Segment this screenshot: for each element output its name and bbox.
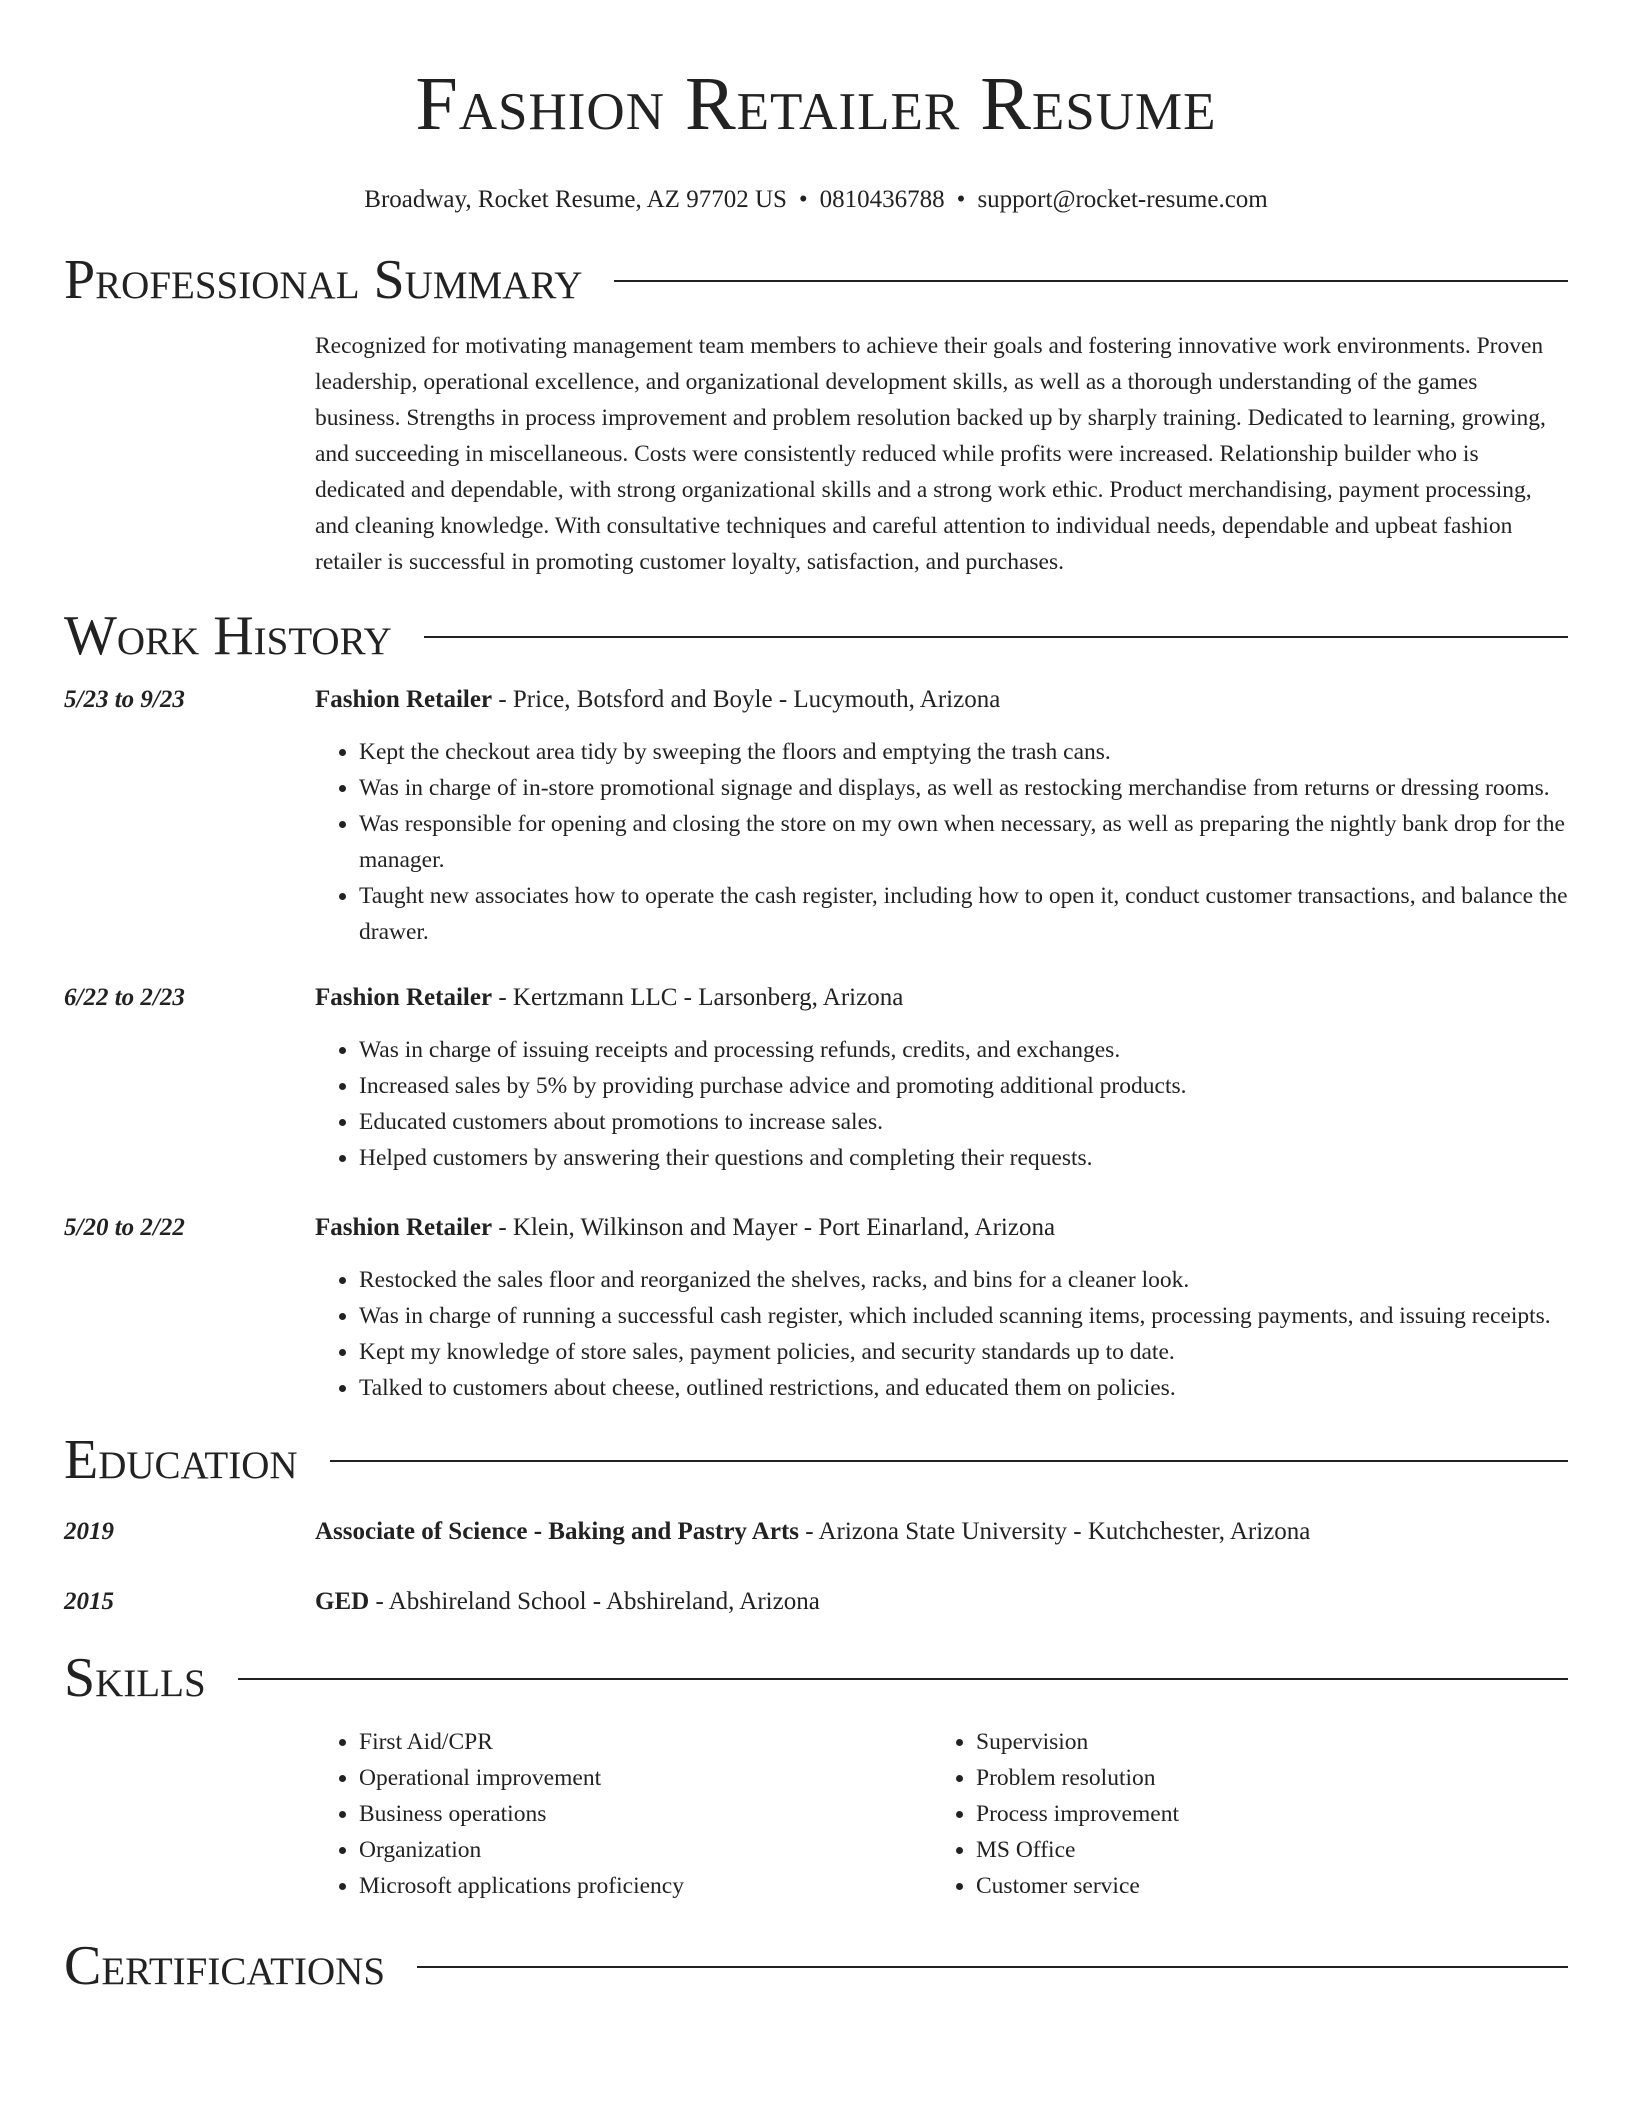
- job-title-line: [315, 682, 1568, 718]
- job-body: [315, 682, 1568, 950]
- job-details: - Kertzmann LLC - Larsonberg, Arizona: [492, 984, 904, 1011]
- education-line: [315, 1584, 1568, 1620]
- education-degree: Associate of Science - Baking and Pastry Arts: [315, 1518, 799, 1545]
- skills-heading: Skills: [64, 1647, 206, 1709]
- job-bullet: • Taught new associates how to operate the cash register, including how to open it, conduct customer transactions, and balance the drawer.: [359, 878, 1568, 950]
- job-bullet: • Was in charge of running a successful cash register, which included scanning items, processing payments, and issuing receipts.: [359, 1298, 1568, 1334]
- education-details: - Abshireland School - Abshireland, Arizona: [369, 1588, 820, 1615]
- job-bullets: [315, 1032, 1568, 1176]
- skill-item: • Microsoft applications proficiency: [359, 1868, 932, 1904]
- skills-list: [315, 1724, 1568, 1904]
- education-entry: [64, 1584, 1568, 1620]
- certifications-heading: Certifications: [64, 1935, 386, 1997]
- job-bullets: [315, 734, 1568, 950]
- certifications-section-header: [64, 1934, 1568, 1998]
- section-divider: [238, 1678, 1568, 1680]
- contact-separator: •: [956, 186, 966, 213]
- skill-item: • MS Office: [976, 1832, 1549, 1868]
- work-section-header: [64, 604, 1568, 668]
- job-body: [315, 1210, 1568, 1406]
- job-details: - Price, Botsford and Boyle - Lucymouth, Arizona: [492, 686, 1001, 713]
- job-bullet: • Restocked the sales floor and reorganized the shelves, racks, and bins for a cleaner look.: [359, 1262, 1568, 1298]
- job-title-line: [315, 1210, 1568, 1246]
- job-bullet: • Was in charge of issuing receipts and processing refunds, credits, and exchanges.: [359, 1032, 1568, 1068]
- skills-section-header: [64, 1646, 1568, 1710]
- section-divider: [424, 636, 1568, 638]
- summary-section-header: [64, 248, 1568, 312]
- job-bullets: [315, 1262, 1568, 1406]
- skill-item: • Business operations: [359, 1796, 932, 1832]
- job-entry: [64, 980, 1568, 1176]
- section-divider: [614, 280, 1568, 282]
- job-dates: 6/22 to 2/23: [64, 984, 185, 1011]
- skill-item: • Supervision: [976, 1724, 1549, 1760]
- job-bullet: • Increased sales by 5% by providing purchase advice and promoting additional products.: [359, 1068, 1568, 1104]
- job-bullet: • Kept the checkout area tidy by sweeping the floors and emptying the trash cans.: [359, 734, 1568, 770]
- summary-heading: Professional Summary: [64, 249, 583, 311]
- job-title: Fashion Retailer: [315, 686, 493, 713]
- education-year: 2015: [64, 1588, 114, 1615]
- skills-column-right: [932, 1724, 1549, 1904]
- job-bullet: • Was responsible for opening and closing the store on my own when necessary, as well as preparing the nightly bank drop for the manager.: [359, 806, 1568, 878]
- skills-column-left: [315, 1724, 932, 1904]
- job-title: Fashion Retailer: [315, 1214, 493, 1241]
- skill-item: • Organization: [359, 1832, 932, 1868]
- job-bullet: • Talked to customers about cheese, outlined restrictions, and educated them on policies.: [359, 1370, 1568, 1406]
- job-bullet: • Was in charge of in-store promotional signage and displays, as well as restocking merchandise from returns or dressing rooms.: [359, 770, 1568, 806]
- job-title: Fashion Retailer: [315, 984, 493, 1011]
- job-dates: 5/20 to 2/22: [64, 1214, 185, 1241]
- contact-separator: •: [798, 186, 808, 213]
- education-heading: Education: [64, 1429, 298, 1491]
- job-bullet: • Helped customers by answering their questions and completing their requests.: [359, 1140, 1568, 1176]
- resume-title: Fashion Retailer Resume: [415, 62, 1217, 146]
- section-divider: [330, 1460, 1568, 1462]
- job-dates: 5/23 to 9/23: [64, 686, 185, 713]
- skill-item: • Problem resolution: [976, 1760, 1549, 1796]
- job-title-line: [315, 980, 1568, 1016]
- education-degree: GED: [315, 1588, 370, 1615]
- summary-text: Recognized for motivating management team members to achieve their goals and fostering innovative work environments. Proven leadership, operational excellence, and organizational development skills, as well as a thorough understanding of the games business. Strengths in process improvement and problem resolution backed up by sharply training. Dedicated to learning, growing, and succeeding in miscellaneous. Costs were consistently reduced while profits were increased. Relationship builder who is dedicated and dependable, with strong organizational skills and a strong work ethic. Product merchandising, payment processing, and cleaning knowledge. With consultative techniques and careful attention to individual needs, dependable and upbeat fashion retailer is successful in promoting customer loyalty, satisfaction, and purchases.: [315, 333, 1546, 575]
- job-bullet: • Educated customers about promotions to increase sales.: [359, 1104, 1568, 1140]
- skill-item: • Operational improvement: [359, 1760, 932, 1796]
- contact-email[interactable]: support@rocket-resume.com: [977, 186, 1268, 213]
- education-body: [315, 1584, 1568, 1620]
- section-divider: [417, 1966, 1568, 1968]
- job-bullet: • Kept my knowledge of store sales, payment policies, and security standards up to date.: [359, 1334, 1568, 1370]
- education-details: - Arizona State University - Kutchchester, Arizona: [799, 1518, 1311, 1545]
- contact-address: Broadway, Rocket Resume, AZ 97702 US: [364, 186, 787, 213]
- education-section-header: [64, 1428, 1568, 1492]
- work-heading: Work History: [64, 605, 392, 667]
- skill-item: • Process improvement: [976, 1796, 1549, 1832]
- skill-item: • Customer service: [976, 1868, 1549, 1904]
- contact-phone: 0810436788: [819, 186, 945, 213]
- job-details: - Klein, Wilkinson and Mayer - Port Einarland, Arizona: [492, 1214, 1056, 1241]
- education-entry: [64, 1514, 1568, 1550]
- job-body: [315, 980, 1568, 1176]
- skill-item: • First Aid/CPR: [359, 1724, 932, 1760]
- job-entry: [64, 1210, 1568, 1406]
- job-entry: [64, 682, 1568, 950]
- education-body: [315, 1514, 1568, 1550]
- contact-line: [64, 184, 1568, 216]
- education-year: 2019: [64, 1518, 114, 1545]
- education-line: [315, 1514, 1568, 1550]
